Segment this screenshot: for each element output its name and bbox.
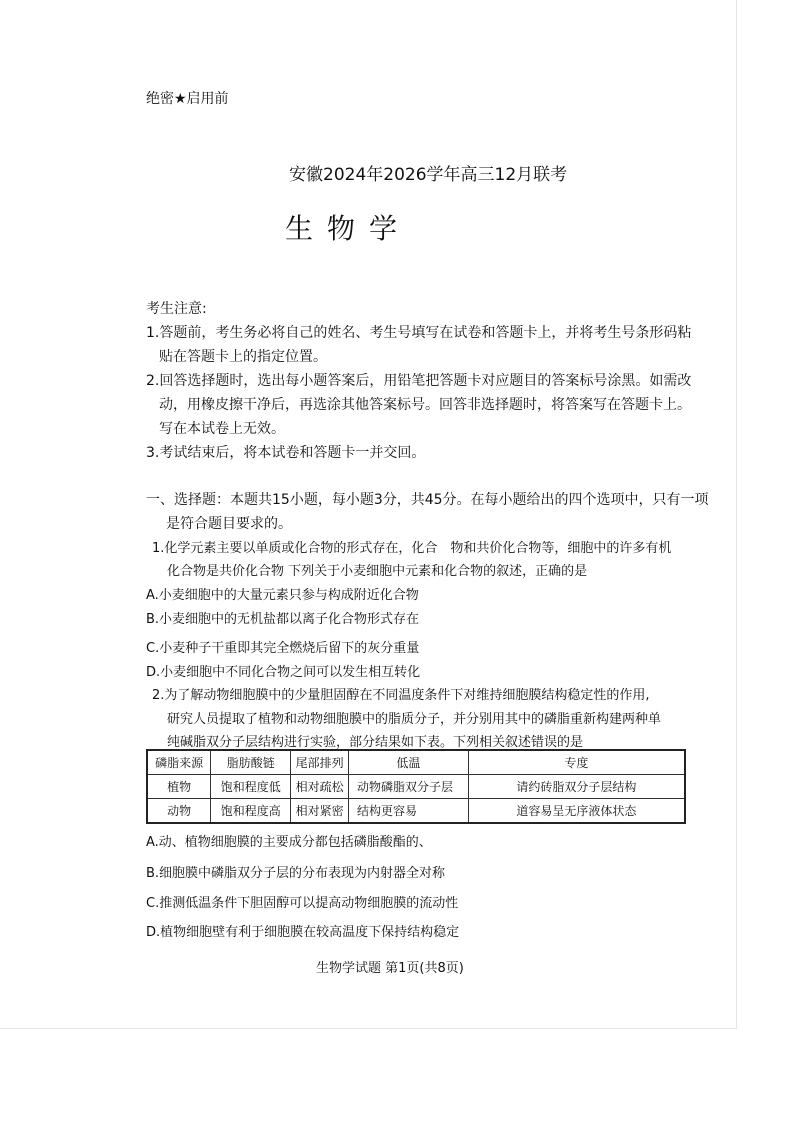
table-header-cell: 磷脂来源: [147, 750, 211, 775]
table-row: [147, 775, 685, 799]
table-cell: 动物磷脂双分子层: [349, 775, 469, 799]
table-cell: 饱和程度高: [211, 798, 291, 823]
table-header-cell: 低温: [349, 750, 469, 775]
table-header-row: [147, 750, 685, 775]
section-heading: 一、选择题：本题共15小题，每小题3分，共45分。在每小题给出的四个选项中，只有一项: [146, 492, 709, 508]
table-cell: 相对疏松: [291, 775, 349, 799]
table-cell: 道容易呈无序液体状态: [468, 798, 685, 823]
notice-line: 贴在答题卡上的指定位置。: [159, 349, 327, 365]
table-cell: 植物: [147, 775, 211, 799]
exam-title: 安徽2024年2026学年高三12月联考: [289, 165, 568, 185]
notice-line: 3.考试结束后，将本试卷和答题卡一并交回。: [146, 445, 426, 461]
table-row: [147, 798, 685, 823]
q1-option-b: B.小麦细胞中的无机盐都以离子化合物形式存在: [146, 612, 420, 627]
table-cell: 动物: [147, 798, 211, 823]
q2-option-b: B.细胞膜中磷脂双分子层的分布表现为内射器全对称: [146, 866, 446, 881]
subject-title: 生物学: [285, 212, 412, 245]
notice-line: 2.回答选择题时，选出每小题答案后，用铅笔把答题卡对应题目的答案标号涂黑。如需改: [146, 373, 692, 389]
q2-option-c: C.推测低温条件下胆固醇可以提高动物细胞膜的流动性: [146, 896, 459, 911]
q2-data-table: [146, 749, 686, 824]
q2-option-a: A.动、植物细胞膜的主要成分都包括磷脂酸酯的、: [146, 835, 432, 850]
q1-option-a: A.小麦细胞中的大量元素只参与构成附近化合物: [146, 588, 419, 603]
table-cell: 请约砖脂双分子层结构: [468, 775, 685, 799]
table-cell: 相对紧密: [291, 798, 349, 823]
q1-option-d: D.小麦细胞中不同化合物之间可以发生相互转化: [146, 665, 421, 680]
table-header-cell: 专度: [468, 750, 685, 775]
table-header-cell: 脂肪酸链: [211, 750, 291, 775]
q2-stem-cont: 研究人员提取了植物和动物细胞膜中的脂质分子，并分别用其中的磷脂重新构建两种单: [167, 712, 662, 727]
notice-line: 1.答题前，考生务必将自己的姓名、考生号填写在试卷和答题卡上，并将考生号条形码粘: [146, 325, 692, 341]
page-footer: 生物学试题 第1页(共8页): [316, 961, 464, 976]
q1-stem-cont: 化合物是共价化合物 下列关于小麦细胞中元素和化合物的叙述，正确的是: [167, 564, 588, 579]
table-cell: 结构更容易: [349, 798, 469, 823]
notice-title: 考生注意:: [146, 301, 207, 317]
table-cell: 饱和程度低: [211, 775, 291, 799]
secret-label: 绝密★启用前: [146, 91, 229, 107]
q2-option-d: D.植物细胞壁有利于细胞膜在较高温度下保持结构稳定: [146, 925, 460, 940]
table-header-cell: 尾部排列: [291, 750, 349, 775]
q2-stem: 2.为了解动物细胞膜中的少量胆固醇在不同温度条件下对维持细胞膜结构稳定性的作用,: [152, 688, 650, 703]
notice-line: 动，用橡皮擦干净后，再选涂其他答案标号。回答非选择题时，将答案写在答题卡上。: [159, 397, 691, 413]
q2-stem-cont: 纯碱脂双分子层结构进行实验，部分结果如下表。下列相关叙述错误的是: [167, 735, 584, 750]
q1-stem: 1.化学元素主要以单质或化合物的形式存在，化合 物和共价化合物等，细胞中的许多有机: [152, 541, 672, 556]
notice-line: 写在本试卷上无效。: [159, 421, 285, 437]
section-heading-cont: 是符合题目要求的。: [166, 516, 292, 532]
q1-option-c: C.小麦种子干重即其完全燃烧后留下的灰分重量: [146, 641, 420, 656]
